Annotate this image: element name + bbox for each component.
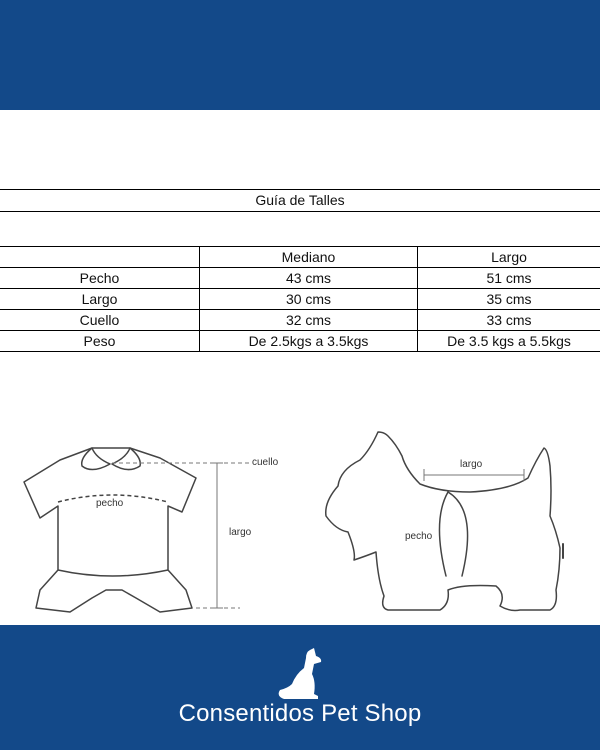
dog-label-chest: pecho xyxy=(405,531,433,542)
shirt-drawing xyxy=(24,448,196,612)
cell-mediano: 43 cms xyxy=(200,268,418,289)
row-label: Peso xyxy=(0,331,200,352)
dog-measure-lines xyxy=(424,469,524,481)
cell-largo: 33 cms xyxy=(418,310,600,331)
table-row xyxy=(0,289,600,310)
table-header-largo: Largo xyxy=(418,247,600,268)
size-guide-title: Guía de Talles xyxy=(0,189,600,212)
dog-drawing xyxy=(326,432,563,611)
table-header-empty xyxy=(0,247,200,268)
brand-name: Consentidos Pet Shop xyxy=(178,700,422,727)
row-label: Pecho xyxy=(0,268,200,289)
header-band xyxy=(0,0,600,110)
row-label: Largo xyxy=(0,289,200,310)
cell-mediano: 32 cms xyxy=(200,310,418,331)
shirt-label-chest: pecho xyxy=(96,498,124,509)
row-label: Cuello xyxy=(0,310,200,331)
table-header-mediano: Mediano xyxy=(200,247,418,268)
table-row xyxy=(0,268,600,289)
table-header-row xyxy=(0,247,600,268)
table-row xyxy=(0,310,600,331)
cell-mediano: 30 cms xyxy=(200,289,418,310)
table-row xyxy=(0,331,600,352)
measurement-illustration xyxy=(0,420,600,620)
size-table xyxy=(0,246,600,352)
cell-mediano: De 2.5kgs a 3.5kgs xyxy=(200,331,418,352)
cell-largo: 51 cms xyxy=(418,268,600,289)
shirt-label-neck: cuello xyxy=(252,457,279,468)
dog-label-length: largo xyxy=(460,459,483,470)
shirt-label-length: largo xyxy=(229,527,252,538)
cell-largo: 35 cms xyxy=(418,289,600,310)
cell-largo: De 3.5 kgs a 5.5kgs xyxy=(418,331,600,352)
sitting-dog-icon xyxy=(276,648,326,700)
